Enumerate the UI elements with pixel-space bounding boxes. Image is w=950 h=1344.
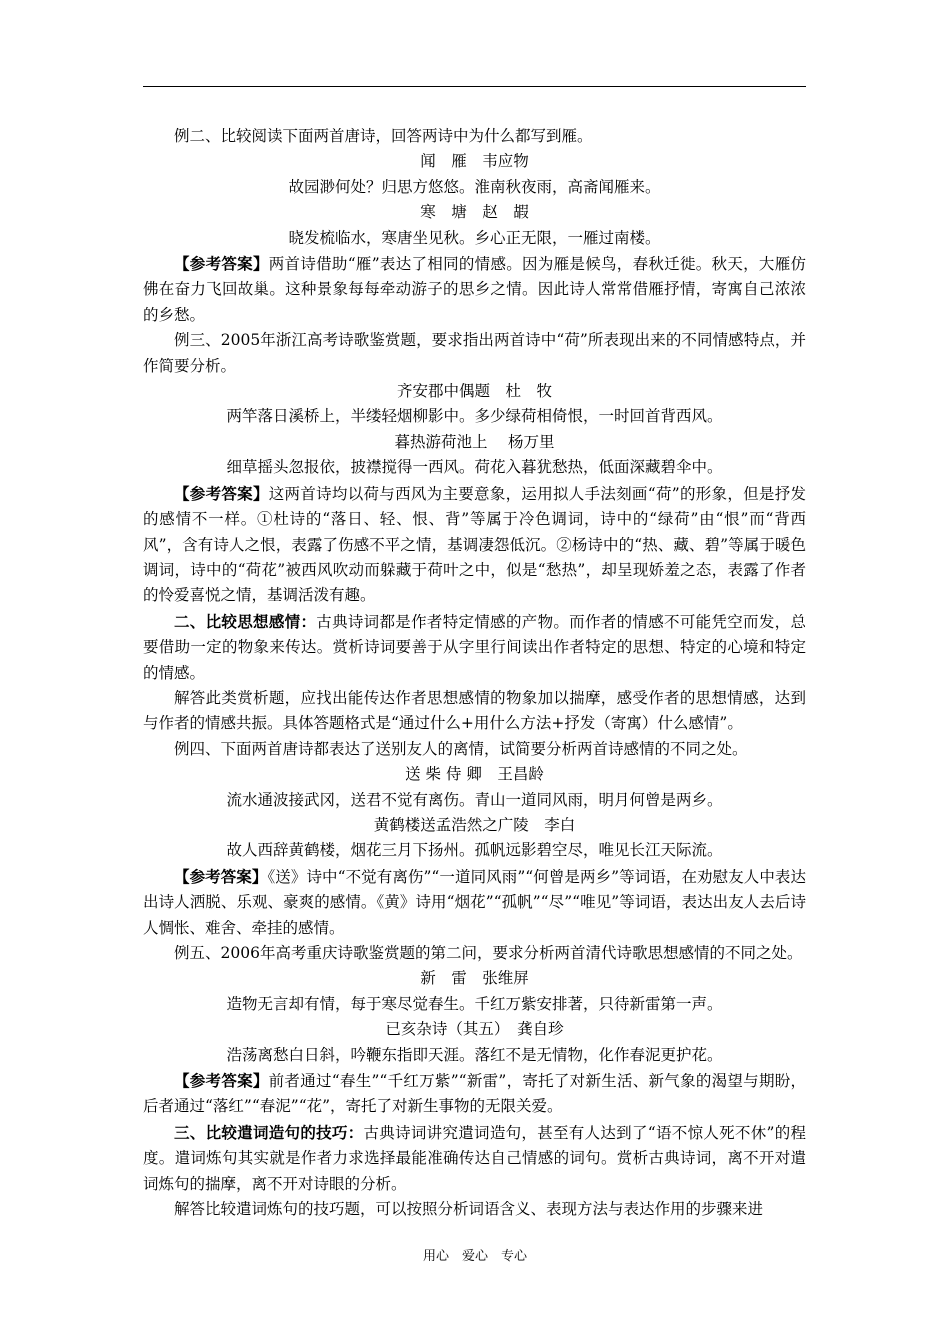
poem-title: 闻 雁 韦应物 (420, 152, 529, 171)
paragraph: 解答比较遣词炼句的技巧题，可以按照分析词语含义、表现方法与表达作用的步骤来进 (174, 1200, 764, 1219)
poem-text: 故人西辞黄鹤楼，烟花三月下扬州。孤帆远影碧空尽，唯见长江天际流。 (226, 841, 723, 860)
example-4-question: 例四、下面两首唐诗都表达了送别友人的离情，试简要分析两首诗感情的不同之处。 (174, 739, 748, 758)
answer-text: 前者通过“春生”“千红万紫”“新雷”，寄托了对新生活、新气象的渴望与期盼，后者通过“落红”“春泥”“花”，寄托了对新生事物的无限关爱。 (143, 1072, 806, 1116)
reference-answer (143, 1068, 806, 1120)
poem-title: 黄鹤楼送孟浩然之广陵 李白 (373, 815, 576, 834)
poem-text: 细草摇头忽报依，披襟搅得一西风。荷花入暮犹愁热，低面深藏碧伞中。 (226, 458, 723, 477)
example-3-question: 例三、2005年浙江高考诗歌鉴赏题，要求指出两首诗中“荷”所表现出来的不同情感特点，并作简要分析。 (143, 331, 806, 375)
poem-text: 浩荡离愁白日斜，吟鞭东指即天涯。落红不是无情物，化作春泥更护花。 (226, 1045, 723, 1064)
poem-title: 送 柴 侍 卿 王昌龄 (405, 765, 544, 784)
answer-label: 【参考答案】 (174, 866, 268, 886)
section-text: 古典诗词讲究遣词造句，甚至有人达到了“语不惊人死不休”的程度。遣词炼句其实就是作者力求选择最能准确传达自己情感的词句。赏析古典诗词，离不开对遣词炼句的揣摩，离不开对诗眼的分析。 (143, 1123, 806, 1193)
poem-text: 造物无言却有情，每于寒尽觉春生。千红万紫安排著，只待新雷第一声。 (226, 994, 723, 1013)
section-text: 古典诗词都是作者特定情感的产物。而作者的情感不可能凭空而发，总要借助一定的物象来传达。赏析诗词要善于从字里行间读出作者特定的思想、特定的心境和特定的情感。 (143, 612, 806, 682)
poem-text: 故园渺何处？归思方悠悠。淮南秋夜雨，高斋闻雁来。 (288, 177, 661, 196)
poem-text: 流水通波接武冈，送君不觉有离伤。青山一道同风雨，明月何曾是两乡。 (226, 790, 723, 809)
document-body (143, 124, 806, 1222)
section-2 (143, 609, 806, 686)
reference-answer (143, 251, 806, 328)
answer-text: 《送》诗中“不觉有离伤”“一道同风雨”“何曾是两乡”等词语，在劝慰友人中表达出诗人洒脱、乐观、豪爽的感情。《黄》诗用“烟花”“孤帆”“尽”“唯见”等词语，表达出友人去后诗人惆怅、难舍、牵挂的感情。 (143, 867, 806, 937)
poem-title: 新 雷 张维屏 (420, 969, 529, 988)
page-footer: 用心 爱心 专心 (422, 1249, 527, 1264)
poem-text: 晓发梳临水，寒唐坐见秋。乡心正无限，一雁过南楼。 (288, 228, 661, 247)
section-3 (143, 1120, 806, 1197)
section-heading: 二、比较思想感情： (174, 611, 317, 631)
poem-title: 寒 塘 赵 嘏 (420, 203, 529, 222)
answer-text: 两首诗借助“雁”表达了相同的情感。因为雁是候鸟，春秋迁徙。秋天，大雁仿佛在奋力飞回故巢。这种景象每每牵动游子的思乡之情。因此诗人常常借雁抒情，寄寓自己浓浓的乡愁。 (143, 255, 806, 324)
header-rule (143, 86, 806, 87)
example-5-question: 例五、2006年高考重庆诗歌鉴赏题的第二问，要求分析两首清代诗歌思想感情的不同之处。 (174, 944, 803, 962)
poem-text: 两竿落日溪桥上，半缕轻烟柳影中。多少绿荷相倚恨，一时回首背西风。 (226, 407, 723, 426)
answer-label: 【参考答案】 (174, 1071, 269, 1091)
reference-answer (143, 864, 806, 941)
answer-text: 这两首诗均以荷与西风为主要意象，运用拟人手法刻画“荷”的形象，但是抒发的感情不一样。①杜诗的“落日、轻、恨、背”等属于冷色调词，诗中的“绿荷”由“恨”而“背西风”，含有诗人之恨，表露了伤感不平之情，基调凄怨低沉。②杨诗中的“热、藏、碧”等属于暖色调词，诗中的“荷花”被西风吹动而躲藏于荷叶之中，似是“愁热”，却呈现娇羞之态，表露了作者的怜爱喜悦之情，基调活泼有趣。 (143, 484, 806, 605)
poem-title: 暮热游荷池上 杨万里 (394, 432, 555, 451)
answer-label: 【参考答案】 (174, 483, 269, 503)
reference-answer (143, 481, 806, 609)
poem-title: 齐安郡中偶题 杜 牧 (396, 382, 552, 401)
poem-title: 已亥杂诗（其五） 龚自珍 (385, 1020, 564, 1039)
paragraph: 解答此类赏析题，应找出能传达作者思想感情的物象加以揣摩，感受作者的思想情感，达到与作者的情感共振。具体答题格式是“通过什么+用什么方法+抒发（寄寓）什么感情”。 (143, 688, 806, 733)
example-2-question: 例二、比较阅读下面两首唐诗，回答两诗中为什么都写到雁。 (174, 127, 593, 145)
section-heading: 三、比较遣词造句的技巧： (174, 1122, 364, 1142)
answer-label: 【参考答案】 (174, 254, 269, 274)
